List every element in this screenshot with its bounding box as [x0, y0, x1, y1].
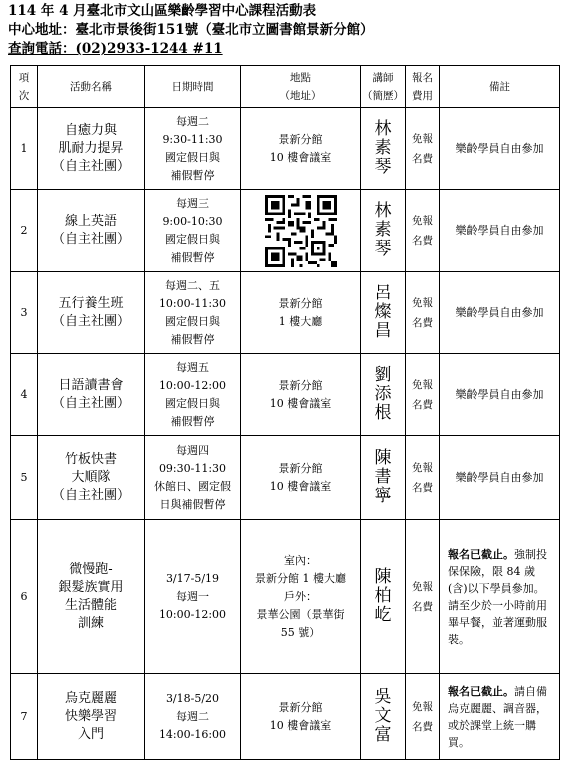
date-time: 每週五 10:00-12:00 國定假日與 補假暫停: [145, 354, 241, 436]
lecturer: 吳 文 富: [361, 674, 406, 760]
table-row: [11, 272, 560, 354]
col-datetime: 日期時間: [145, 66, 241, 108]
row-index: 3: [11, 272, 38, 354]
lecturer: 陳 書 寧: [361, 436, 406, 520]
col-activity: 活動名稱: [38, 66, 145, 108]
col-lecturer: 講師 （簡歷）: [361, 66, 406, 108]
date-time: 3/18-5/20 每週二 14:00-16:00: [145, 674, 241, 760]
activity-name: 五行養生班 （自主社團）: [38, 272, 145, 354]
activity-name: 竹板快書 大順隊 （自主社團）: [38, 436, 145, 520]
row-index: 7: [11, 674, 38, 760]
note-closed-label: 報名已截止。: [448, 684, 514, 698]
row-index: 4: [11, 354, 38, 436]
page-title: 114 年 4 月臺北市文山區樂齡學習中心課程活動表: [8, 3, 317, 19]
row-index: 2: [11, 190, 38, 272]
note: 報名已截止。強制投保保險，限 84 歲(含)以下學員參加。請至少於一小時前用畢早餐，並著運動服裝。: [440, 520, 560, 674]
note: 樂齡學員自由參加: [440, 272, 560, 354]
center-address: 中心地址：臺北市景後街151號（臺北市立圖書館景新分館）: [8, 22, 374, 38]
location: [241, 190, 361, 272]
note: 樂齡學員自由參加: [440, 354, 560, 436]
activity-name: 自癒力與 肌耐力提昇 （自主社團）: [38, 108, 145, 190]
fee: 免報 名費: [406, 436, 440, 520]
note: 樂齡學員自由參加: [440, 190, 560, 272]
col-location: 地點 （地址）: [241, 66, 361, 108]
location: 室內： 景新分館 1 樓大廳 戶外： 景華公園（景華街 55 號）: [241, 520, 361, 674]
course-table: [10, 65, 560, 760]
qr-code-icon[interactable]: [265, 195, 337, 267]
lecturer: 呂 燦 昌: [361, 272, 406, 354]
activity-name: 烏克麗麗 快樂學習 入門: [38, 674, 145, 760]
table-row: [11, 190, 560, 272]
date-time: 3/17-5/19 每週一 10:00-12:00: [145, 520, 241, 674]
table-row: [11, 436, 560, 520]
row-index: 1: [11, 108, 38, 190]
col-fee: 報名 費用: [406, 66, 440, 108]
fee: 免報 名費: [406, 108, 440, 190]
center-phone: 查詢電話：(02)2933-1244 #11: [8, 41, 223, 57]
location: 景新分館 10 樓會議室: [241, 108, 361, 190]
fee: 免報 名費: [406, 674, 440, 760]
row-index: 6: [11, 520, 38, 674]
col-idx: 項 次: [11, 66, 38, 108]
fee: 免報 名費: [406, 272, 440, 354]
location: 景新分館 1 樓大廳: [241, 272, 361, 354]
row-index: 5: [11, 436, 38, 520]
date-time: 每週二、五 10:00-11:30 國定假日與 補假暫停: [145, 272, 241, 354]
location: 景新分館 10 樓會議室: [241, 674, 361, 760]
note-closed-label: 報名已截止。: [448, 547, 514, 561]
lecturer: 林 素 琴: [361, 108, 406, 190]
note: 樂齡學員自由參加: [440, 436, 560, 520]
activity-name: 日語讀書會 （自主社團）: [38, 354, 145, 436]
table-header-row: [11, 66, 560, 108]
date-time: 每週四 09:30-11:30 休館日、國定假 日與補假暫停: [145, 436, 241, 520]
date-time: 每週二 9:30-11:30 國定假日與 補假暫停: [145, 108, 241, 190]
col-note: 備註: [440, 66, 560, 108]
activity-name: 線上英語 （自主社團）: [38, 190, 145, 272]
date-time: 每週三 9:00-10:30 國定假日與 補假暫停: [145, 190, 241, 272]
activity-name: 微慢跑- 銀髮族實用 生活體能 訓練: [38, 520, 145, 674]
note: 樂齡學員自由參加: [440, 108, 560, 190]
fee: 免報 名費: [406, 354, 440, 436]
table-row: [11, 520, 560, 674]
location: 景新分館 10 樓會議室: [241, 436, 361, 520]
table-row: [11, 674, 560, 760]
location: 景新分館 10 樓會議室: [241, 354, 361, 436]
note: 報名已截止。請自備烏克麗麗、調音器，或於課堂上統一購買。: [440, 674, 560, 760]
fee: 免報 名費: [406, 520, 440, 674]
lecturer: 劉 添 根: [361, 354, 406, 436]
fee: 免報 名費: [406, 190, 440, 272]
lecturer: 林 素 琴: [361, 190, 406, 272]
lecturer: 陳 柏 屹: [361, 520, 406, 674]
page-header: [8, 2, 563, 59]
table-row: [11, 354, 560, 436]
table-row: [11, 108, 560, 190]
